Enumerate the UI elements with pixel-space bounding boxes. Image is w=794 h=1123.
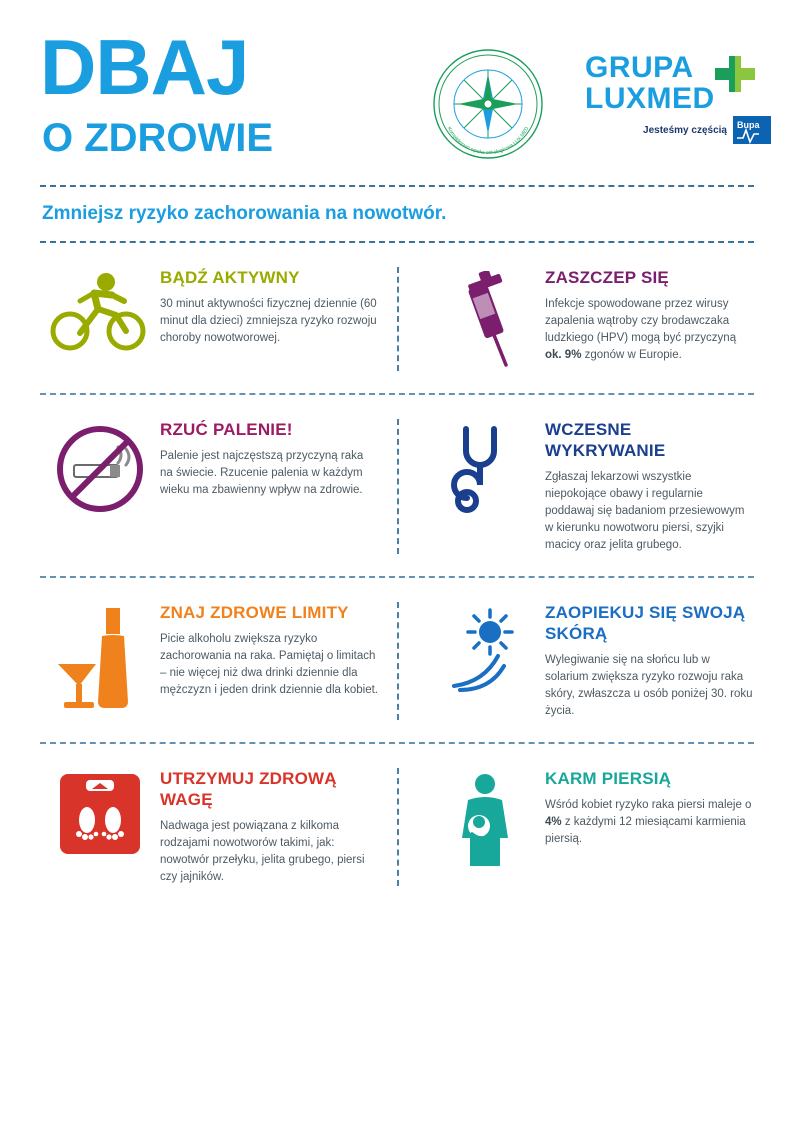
card-text [545, 267, 754, 371]
card-badz-aktywny [40, 267, 397, 371]
weight-scale-icon [40, 768, 160, 886]
title-block [40, 23, 274, 162]
card-wczesne-wykrywanie [397, 419, 754, 554]
stethoscope-icon [425, 419, 545, 554]
cyclist-icon [40, 267, 160, 371]
card-znaj-zdrowe-limity [40, 602, 397, 720]
bupa-tagline: Jesteśmy częścią [643, 124, 727, 136]
card-zaopiekuj-sie-skora [397, 602, 754, 720]
card-text [545, 419, 754, 554]
svg-text:Kompleksowa opieka onkologiczn: Kompleksowa opieka onkologiczna LUX MED [445, 125, 531, 157]
page-title: DBAJ [40, 23, 249, 111]
bupa-label: Bupa [737, 120, 760, 130]
card-body: Zgłaszaj lekarzowi wszystkie niepokojące obawy i regularnie poddawaj się badaniom przesiewowym w kierunku nowotworu piersi, szyjki macicy oraz jelita grubego. [545, 471, 745, 551]
card-title: ZAOPIEKUJ SIĘ SWOJĄ SKÓRĄ [545, 603, 746, 643]
card-text [160, 267, 379, 371]
header [40, 0, 760, 185]
card-title: KARM PIERSIĄ [545, 769, 672, 788]
card-text [545, 602, 754, 720]
logo-word-luxmed: LUXMED [585, 82, 715, 115]
card-karm-piersia [397, 768, 754, 886]
logo-word-grupa: GRUPA [585, 51, 694, 84]
card-title: BĄDŹ AKTYWNY [160, 268, 300, 287]
breastfeeding-icon [425, 768, 545, 886]
sun-icon [425, 602, 545, 720]
card-utrzymuj-zdrowa-wage [40, 768, 397, 886]
card-row-1 [40, 243, 754, 393]
card-zaszczep-sie [397, 267, 754, 371]
card-title: ZASZCZEP SIĘ [545, 268, 669, 287]
card-body-after: z każdymi 12 miesiącami karmienia piersią. [545, 816, 746, 845]
lead-text: Zmniejsz ryzyko zachorowania na nowotwór. [42, 203, 447, 224]
card-body-before: Infekcje spowodowane przez wirusy zapalenia wątroby czy brodawczaka ludzkiego (HPV) mogą być przyczyną [545, 298, 737, 344]
card-body: Nadwaga jest powiązana z kilkoma rodzajami nowotworów takimi, jak: nowotwór przełyku, jelita grubego, piersi czy jajników. [160, 820, 365, 883]
card-text [160, 419, 379, 554]
card-body: 30 minut aktywności fizycznej dziennie (60 minut dla dzieci) zmniejsza ryzyko rozwoju choroby nowotworowej. [160, 298, 377, 344]
card-title: ZNAJ ZDROWE LIMITY [160, 603, 349, 622]
page-subtitle: O ZDROWIE [42, 116, 274, 160]
card-title: RZUĆ PALENIE! [160, 420, 293, 439]
onkonawigator-badge-icon [432, 48, 544, 160]
bupa-logo-icon [733, 116, 771, 144]
card-body: Wylegiwanie się na słońcu lub w solarium zwiększa ryzyko rozwoju raka skóry, zwłaszcza u osób poniżej 30. roku życia. [545, 654, 753, 717]
card-body [545, 797, 754, 848]
card-title: UTRZYMUJ ZDROWĄ WAGĘ [160, 769, 337, 809]
card-body [545, 296, 754, 364]
luxmed-logo [585, 51, 785, 136]
syringe-icon [425, 267, 545, 371]
card-body: Palenie jest najczęstszą przyczyną raka na świecie. Rzucenie palenia w każdym wieku ma zbawienny wpływ na zdrowie. [160, 450, 364, 496]
card-rzuc-palenie [40, 419, 397, 554]
card-title: WCZESNE WYKRYWANIE [545, 420, 666, 460]
luxmed-cross-icon [711, 54, 757, 100]
card-text [160, 602, 379, 720]
card-text [545, 768, 754, 886]
bupa-partner [643, 116, 771, 144]
card-body-highlight: 4% [545, 816, 562, 828]
divider-top [40, 185, 754, 187]
alcohol-bottle-glass-icon [40, 602, 160, 720]
card-body-highlight: ok. 9% [545, 349, 582, 361]
card-body: Picie alkoholu zwiększa ryzyko zachorowania na raka. Pamiętaj o limitach – nie więcej niż dwa drinki dziennie dla mężczyzn i jeden drink dziennie dla kobiet. [160, 633, 378, 696]
card-body-before: Wśród kobiet ryzyko raka piersi maleje o [545, 799, 752, 811]
card-text [160, 768, 379, 886]
card-row-2 [40, 395, 754, 576]
card-row-3 [40, 578, 754, 742]
card-body-after: zgonów w Europie. [581, 349, 682, 361]
no-smoking-icon [40, 419, 160, 554]
card-row-4 [40, 744, 754, 908]
